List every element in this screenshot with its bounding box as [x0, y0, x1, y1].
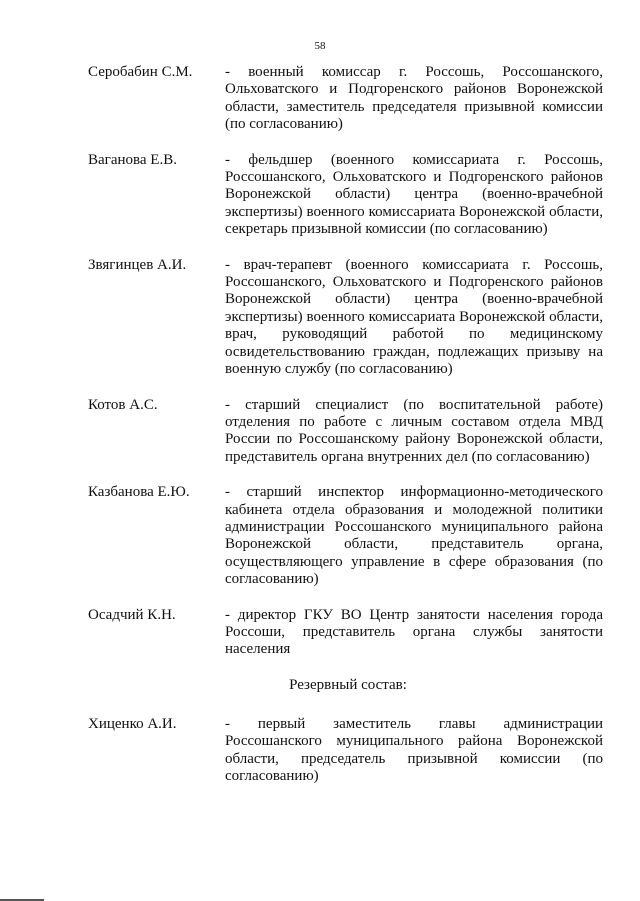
member-description: - старший инспектор информационно-методического кабинета отдела образования и молодежной политики администрации Россошанского муниципального района Воронежской области, представитель органа, осуществляющего управление в сфере образования (по согласованию): [225, 484, 603, 588]
member-description: - старший специалист (по воспитательной работе) отделения по работе с личным составом отдела МВД России по Россошанскому району Воронежской области, представитель органа внутренних дел (по согласованию): [225, 396, 603, 465]
page-number: 58: [314, 40, 326, 52]
member-entry: [88, 257, 608, 379]
member-name: Ваганова Е.В.: [88, 151, 177, 168]
member-entry: [88, 484, 608, 588]
member-name: Звягинцев А.И.: [88, 256, 187, 273]
member-description: - директор ГКУ ВО Центр занятости населения города Россоши, представитель органа службы занятости населения: [225, 606, 603, 658]
reserve-member-entry: [88, 716, 608, 786]
member-name: Серобабин С.М.: [88, 64, 193, 80]
member-entry: [88, 152, 608, 239]
member-description: - военный комиссар г. Россошь, Россошанского, Ольховатского и Подгоренского районов Воронежской области, заместитель председателя призывной комиссии (по согласованию): [225, 64, 603, 133]
member-name: Осадчий К.Н.: [88, 606, 176, 623]
member-description: - первый заместитель главы администрации Россошанского муниципального района Воронежской области, председатель призывной комиссии (по согласованию): [225, 715, 603, 784]
member-description: - фельдшер (военного комиссариата г. Россошь, Россошанского, Ольховатского и Подгоренского районов Воронежской области) центра (военно-врачебной экспертизы) военного комиссариата Воронежской области, секретарь призывной комиссии (по согласованию): [225, 151, 603, 238]
reserve-section-title: Резервный состав:: [289, 676, 407, 693]
member-entry: [88, 64, 608, 134]
member-entry: [88, 397, 608, 467]
commission-members-list: [88, 64, 608, 803]
member-description: - врач-терапевт (военного комиссариата г. Россошь, Россошанского, Ольховатского и Подгоренского районов Воронежской области) центра (военно-врачебной экспертизы) военного комиссариата Воронежской области, врач, руководящий работой по медицинскому освидетельствованию граждан, подлежащих призыву на военную службу (по согласованию): [225, 256, 603, 378]
member-name: Хиценко А.И.: [88, 715, 177, 732]
member-name: Котов А.С.: [88, 396, 158, 413]
member-name: Казбанова Е.Ю.: [88, 484, 190, 501]
member-entry: [88, 607, 608, 659]
